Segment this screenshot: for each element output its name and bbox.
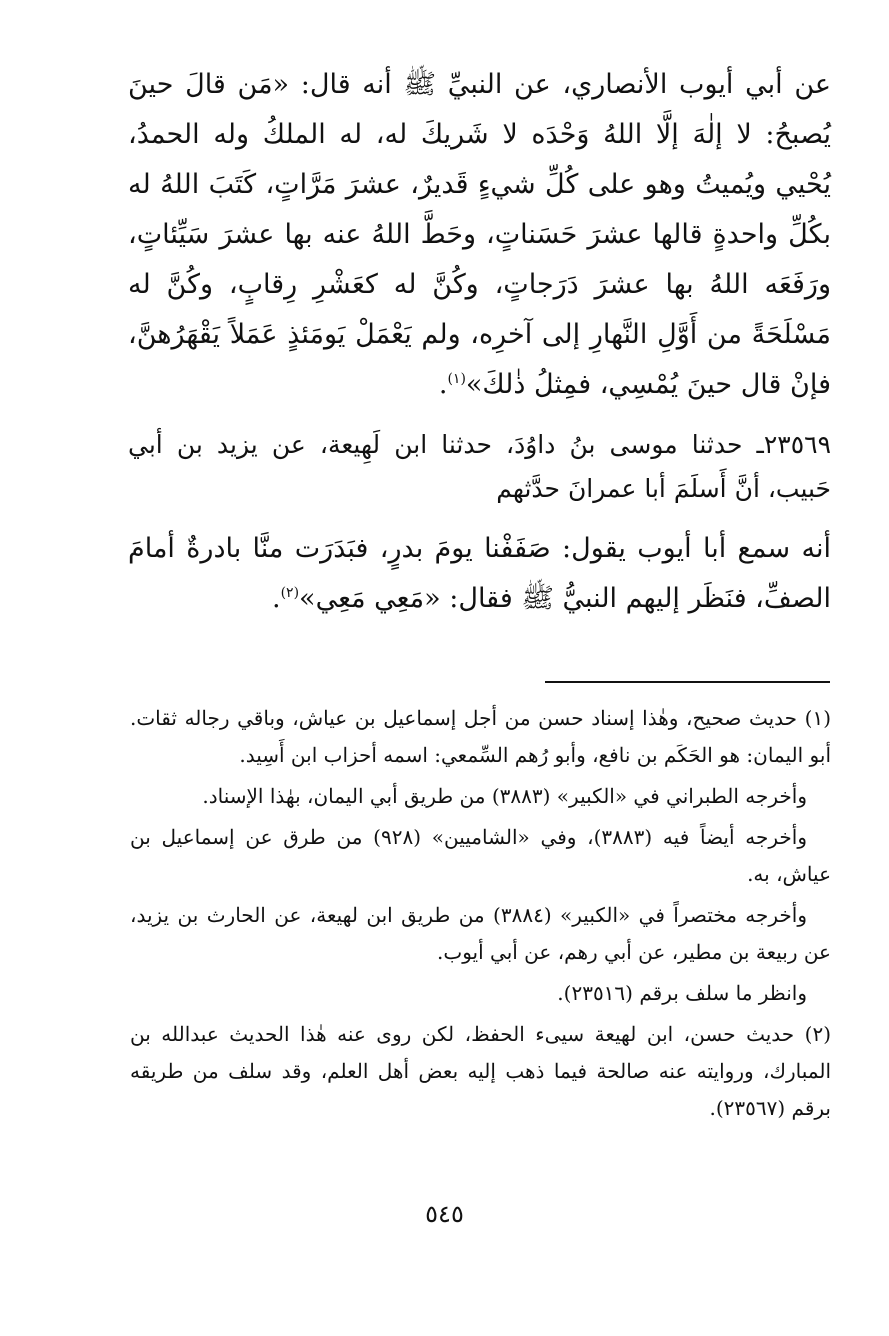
hadith-paragraph: عن أبي أيوب الأنصاري، عن النبيِّ ﷺ أنه قال: «مَن قالَ حينَ يُصبحُ: لا إلٰهَ إلَّا اللهُ وَحْدَه لا شَريكَ له، له الملكُ وله الحمدُ، يُحْيي ويُميتُ وهو على كُلِّ شيءٍ قَديرٌ، عشرَ مَرَّاتٍ، كَتَبَ اللهُ له بكُلِّ واحدةٍ قالها عشرَ حَسَناتٍ، وحَطَّ اللهُ عنه بها عشرَ سَيِّئاتٍ، ورَفَعَه اللهُ بها عشرَ دَرَجاتٍ، وكُنَّ له كعَشْرِ رِقابٍ، وكُنَّ له مَسْلَحَةً من أَوَّلِ النَّهارِ إلى آخرِه، ولم يَعْمَلْ يَومَئذٍ عَمَلاً يَقْهَرُهنَّ، فإنْ قال حينَ يُمْسِي، فمِثلُ ذٰلكَ»$^{(١)}$. bbox=[128, 69, 831, 400]
footnote-2: (٢) حديث حسن، ابن لهيعة سيىء الحفظ، لكن روى عنه هٰذا الحديث عبدالله بن المبارك، وروايته عنه صالحة فيما ذهب إليه بعض أهل العلم، وقد سلف من طريقه برقم (٢٣٥٦٧). bbox=[130, 1022, 831, 1120]
footnote-divider bbox=[545, 681, 830, 683]
footnote-marker-1: (١) bbox=[447, 371, 466, 387]
footnote-1: (١) حديث صحيح، وهٰذا إسناد حسن من أجل إسماعيل بن عياش، وباقي رجاله ثقات. أبو اليمان: هو الحَكَم بن نافع، وأبو رُهم السِّمعي: اسمه أحزاب ابن أَسِيد. bbox=[130, 706, 831, 767]
page-number: ٥٤٥ bbox=[425, 1200, 464, 1228]
hadith-isnad: ٢٣٥٦٩ـ حدثنا موسى بنُ داوُدَ، حدثنا ابن لَهِيعة، عن يزيد بن أبي حَبيب، أنَّ أَسلَمَ أبا عمرانَ حدَّثهم bbox=[128, 430, 831, 503]
hadith-text: عن أبي أيوب الأنصاري، عن النبيِّ ﷺ أنه قال: «مَن قالَ حينَ يُصبحُ: لا إلٰهَ إلَّا اللهُ وَحْدَه لا شَريكَ له، له الملكُ وله الحمدُ، يُحْيي ويُميتُ وهو على كُلِّ شيءٍ قَديرٌ، عشرَ مَرَّاتٍ، كَتَبَ اللهُ له بكُلِّ واحدةٍ قالها عشرَ حَسَناتٍ، وحَطَّ اللهُ عنه بها عشرَ سَيِّئاتٍ، ورَفَعَه اللهُ بها عشرَ دَرَجاتٍ، وكُنَّ له كعَشْرِ رِقابٍ، وكُنَّ له مَسْلَحَةً من أَوَّلِ النَّهارِ إلى آخرِه، ولم يَعْمَلْ يَومَئذٍ عَمَلاً يَقْهَرُهنَّ، فإنْ قال حينَ يُمْسِي، فمِثلُ ذٰلكَ» bbox=[128, 69, 831, 400]
footnote-1-source: وأخرجه الطبراني في «الكبير» (٣٨٨٣) من طريق أبي اليمان، بهٰذا الإسناد. bbox=[202, 784, 807, 808]
main-text bbox=[128, 60, 831, 637]
footnote-marker-2: (٢) bbox=[280, 585, 300, 601]
footnote-1-source: وأخرجه مختصراً في «الكبير» (٣٨٨٤) من طريق ابن لهيعة، عن الحارث بن يزيد، عن ربيعة بن مطير، عن أبي رهم، عن أبي أيوب. bbox=[130, 903, 831, 964]
hadith-matn: أنه سمع أبا أيوب يقول: صَفَفْنا يومَ بدرٍ، فبَدَرَت منَّا بادرةٌ أمامَ الصفِّ، فنَظَر إليهم النبيُّ ﷺ فقال: «مَعِي مَعِي»$^{(٢)}$. bbox=[128, 533, 831, 614]
footnote-1-crossref: وانظر ما سلف برقم (٢٣٥١٦). bbox=[557, 981, 807, 1005]
footnotes bbox=[130, 700, 831, 1131]
hadith-matn-text: أنه سمع أبا أيوب يقول: صَفَفْنا يومَ بدرٍ، فبَدَرَت منَّا بادرةٌ أمامَ الصفِّ، فنَظَر إليهم النبيُّ ﷺ فقال: «مَعِي مَعِي» bbox=[128, 533, 831, 614]
footnote-1-source: وأخرجه أيضاً فيه (٣٨٨٣)، وفي «الشاميين» (٩٢٨) من طرق عن إسماعيل بن عياش، به. bbox=[130, 825, 831, 886]
